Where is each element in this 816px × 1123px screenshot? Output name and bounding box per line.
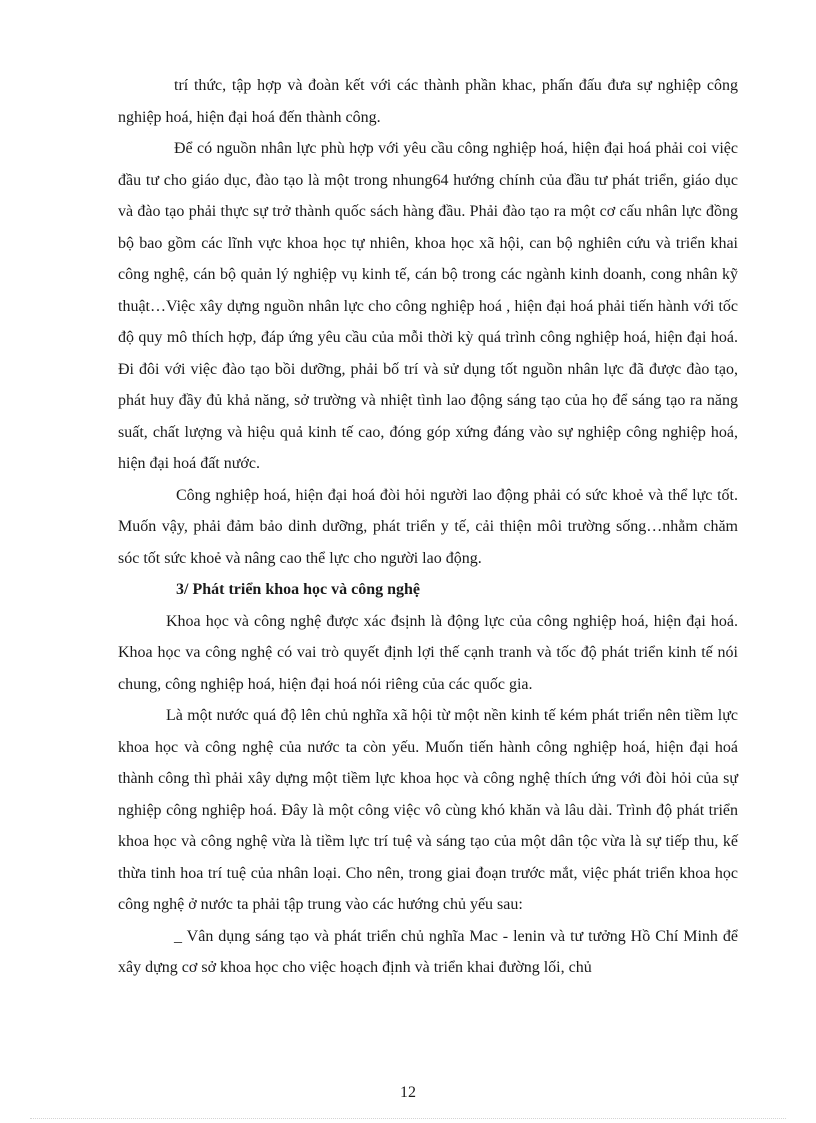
page-number: 12 [400,1084,416,1101]
page-bottom-divider [30,1118,786,1119]
paragraph-continuation: trí thức, tập hợp và đoàn kết với các thành phần khac, phấn đấu đưa sự nghiệp công nghiệp hoá, hiện đại hoá đến thành công. [118,77,738,126]
paragraph-science-role: Khoa học và công nghệ được xác đsịnh là động lực của công nghiệp hoá, hiện đại hoá. Khoa học va công nghệ có vai trò quyết định lợi thế cạnh tranh và tốc độ phát triển kinh tế nói chung, công nghiệp hoá, hiện đại hoá nói riêng của các quốc gia. [118,612,738,693]
section-heading: 3/ Phát triển khoa học và công nghệ [176,581,421,598]
paragraph-health: Công nghiệp hoá, hiện đại hoá đòi hỏi người lao động phải có sức khoẻ và thể lực tốt. Muốn vậy, phải đảm bảo dinh dưỡng, phát triển y tế, cải thiện môi trường sống…nhằm chăm sóc tốt sức khoẻ và nâng cao thể lực cho người lao động. [118,486,738,567]
page-body [118,70,738,984]
paragraph-human-resources: Để có nguồn nhân lực phù hợp với yêu cầu công nghiệp hoá, hiện đại hoá phải coi việc đầu tư cho giáo dục, đào tạo là một trong nhung64 hướng chính của đầu tư phát triển, giáo dục và đào tạo phải thực sự trở thành quốc sách hàng đầu. Phải đào tạo ra một cơ cấu nhân lực đồng bộ bao gồm các lĩnh vực khoa học tự nhiên, khoa học xã hội, can bộ nghiên cứu và triển khai công nghệ, cán bộ quản lý nghiệp vụ kinh tế, cán bộ trong các ngành kinh doanh, cong nhân kỹ thuật…Việc xây dựng nguồn nhân lực cho công nghiệp hoá , hiện đại hoá phải tiến hành với tốc độ quy mô thích hợp, đáp ứng yêu cầu của mỗi thời kỳ quá trình công nghiệp hoá, hiện đại hoá. Đi đôi với việc đào tạo bồi dưỡng, phải bố trí và sử dụng tốt nguồn nhân lực đã được đào tạo, phát huy đầy đủ khả năng, sở trường và nhiệt tình lao động sáng tạo của họ để sáng tạo ra năng suất, chất lượng và hiệu quả kinh tế cao, đóng góp xứng đáng vào sự nghiệp công nghiệp hoá, hiện đại hoá đất nước. [118,140,738,472]
paragraph-science-potential: Là một nước quá độ lên chủ nghĩa xã hội từ một nền kinh tế kém phát triển nên tiềm lực khoa học và công nghệ của nước ta còn yếu. Muốn tiến hành công nghiệp hoá, hiện đại hoá thành công thì phải xây dựng một tiềm lực khoa học và công nghệ thích ứng với đòi hỏi của sự nghiệp công nghiệp hoá. Đây là một công việc vô cùng khó khăn và lâu dài. Trình độ phát triển khoa học và công nghệ vừa là tiềm lực trí tuệ và sáng tạo của một dân tộc vừa là sự tiếp thu, kế thừa tinh hoa trí tuệ của nhân loại. Cho nên, trong giai đoạn trước mắt, việc phát triển khoa học công nghệ ở nước ta phải tập trung vào các hướng chủ yếu sau: [118,707,738,913]
paragraph-bullet-marxism: _ Vân dụng sáng tạo và phát triển chủ nghĩa Mac - lenin và tư tưởng Hồ Chí Minh để xây dựng cơ sở khoa học cho việc hoạch định và triển khai đường lối, chủ [118,927,738,976]
